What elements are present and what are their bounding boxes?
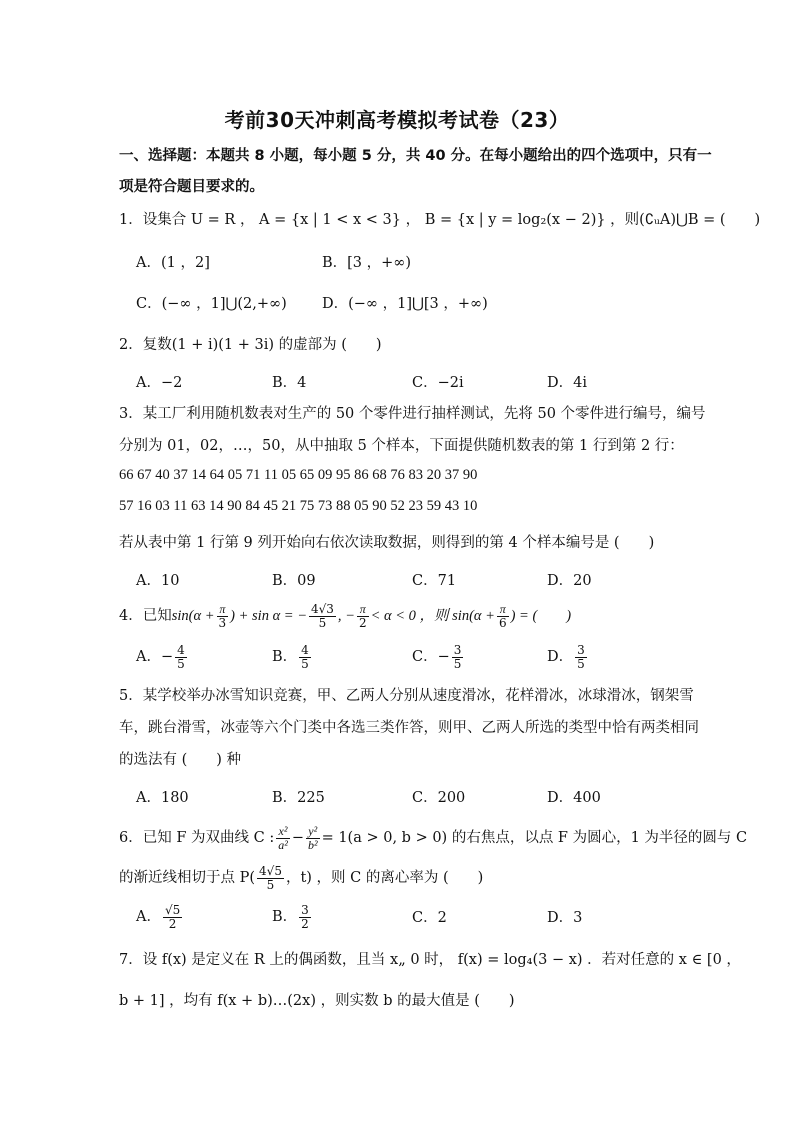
fraction-numerator: π	[497, 603, 509, 617]
question-5-option-a[interactable]: A．180	[136, 790, 189, 806]
fraction-denominator: a²	[278, 837, 288, 852]
question-6-line2	[119, 860, 483, 896]
fraction-denominator: 3	[218, 615, 227, 630]
question-6-option-b[interactable]	[272, 900, 313, 934]
fraction-denominator: b²	[307, 837, 318, 852]
option-label: C．−	[412, 649, 450, 665]
fraction-pi-over-2	[357, 603, 369, 630]
fraction-numerator: y²	[306, 825, 320, 839]
fraction-4sqrt3-over-5	[309, 603, 336, 630]
question-3-option-d[interactable]: D．20	[547, 573, 592, 589]
fraction-denominator: 6	[498, 615, 507, 630]
question-1-option-d[interactable]: D．(−∞ ，1]⋃[3 ，+∞)	[322, 296, 488, 312]
question-6-line1: 6．已知 F 为双曲线 C : $\frac{\text{x²}}{\text{a²}}$ − $\frac{\text{y²}}{\text{b²}}$ = 1(a > 0, b > 0) 的右焦点，以点 F 为圆心，1 为半径的圆与 C	[119, 823, 748, 852]
option-fraction	[163, 904, 182, 931]
question-1-option-a[interactable]: A．(1 ，2]	[136, 255, 210, 271]
fraction-x2-over-a2	[276, 825, 290, 852]
question-4-prefix: 4．已知	[119, 608, 172, 624]
question-7-line2: b + 1] ，均有 f(x + b)…(2x) ，则实数 b 的最大值是 ( )	[119, 993, 515, 1009]
question-3-line3: 若从表中第 1 行第 9 列开始向右依次读取数据，则得到的第 4 个样本编号是 ( )	[119, 535, 655, 551]
fraction-numerator: π	[217, 603, 229, 617]
question-2-text: 2．复数(1 + i)(1 + 3i) 的虚部为 ( )	[119, 337, 382, 353]
fraction-denominator: 5	[266, 877, 275, 892]
option-label: D．	[547, 649, 574, 665]
question-5-option-b[interactable]: B．225	[272, 790, 325, 806]
question-3-option-b[interactable]: B．09	[272, 573, 316, 589]
question-2-option-d[interactable]: D．4i	[547, 375, 587, 391]
fraction-numerator: 3	[577, 642, 585, 657]
fraction-numerator: 4	[301, 642, 309, 657]
question-6-option-d[interactable]: D．3	[547, 910, 583, 926]
question-5-option-d[interactable]: D．400	[547, 790, 601, 806]
question-6-suffix: = 1(a > 0, b > 0) 的右焦点，以点 F 为圆心，1 为半径的圆与 C	[321, 830, 748, 846]
fraction-4sqrt5-over-5	[257, 865, 284, 892]
fraction-y2-over-b2	[306, 825, 320, 852]
option-fraction	[299, 644, 311, 671]
question-6-line2-suffix: ，t) ，则 C 的离心率为 ( )	[285, 870, 484, 886]
option-fraction	[175, 644, 187, 671]
random-table-row-1: 66 67 40 37 14 64 05 71 11 05 65 09 95 86 68 76 83 20 37 90	[119, 467, 478, 483]
question-3-line2: 分别为 01，02，…，50，从中抽取 5 个样本，下面提供随机数表的第 1 行到第 2 行：	[119, 438, 684, 454]
fraction-numerator: √5	[164, 902, 181, 917]
fraction-denominator: 5	[177, 656, 185, 671]
question-5-option-c[interactable]: C．200	[412, 790, 466, 806]
question-4-option-d[interactable]	[547, 640, 589, 674]
fraction-denominator: 2	[358, 615, 367, 630]
fraction-denominator: 5	[453, 656, 462, 671]
fraction-numerator: 4√3	[311, 601, 334, 616]
question-4-expr-3: , −	[337, 608, 355, 624]
fraction-denominator: 2	[301, 916, 309, 931]
fraction-numerator: 3	[301, 902, 309, 917]
option-label: B．	[272, 909, 298, 925]
option-fraction	[299, 904, 311, 931]
question-6-line2-prefix: 的渐近线相切于点 P(	[119, 870, 256, 886]
question-6-prefix: 6．已知 F 为双曲线 C :	[119, 830, 275, 846]
fraction-numerator: 4√5	[259, 863, 282, 878]
question-5-line3: 的选法有 ( ) 种	[119, 752, 242, 768]
fraction-denominator: 5	[301, 656, 309, 671]
question-5-line1: 5．某学校举办冰雪知识竞赛，甲、乙两人分别从速度滑冰，花样滑冰，冰球滑冰，钢架雪	[119, 688, 694, 704]
question-4-text	[119, 598, 571, 634]
question-3-option-a[interactable]: A．10	[136, 573, 180, 589]
question-1-option-b[interactable]: B．[3 ，+∞)	[322, 255, 412, 271]
question-5-line2: 车，跳台滑雪，冰壶等六个门类中各选三类作答，则甲、乙两人所选的类型中恰有两类相同	[119, 720, 699, 736]
question-2-option-c[interactable]: C．−2i	[412, 375, 464, 391]
option-label: A．−	[136, 649, 174, 665]
question-2-option-a[interactable]: A．−2	[136, 375, 183, 391]
question-1-option-c[interactable]: C．(−∞ ，1]⋃(2,+∞)	[136, 296, 287, 312]
fraction-denominator: 5	[577, 656, 585, 671]
question-2-option-b[interactable]: B．4	[272, 375, 307, 391]
section-heading-line1: 一、选择题：本题共 8 小题，每小题 5 分，共 40 分。在每小题给出的四个选项中，只有一	[119, 148, 712, 164]
question-3-option-c[interactable]: C．71	[412, 573, 457, 589]
fraction-numerator: x²	[276, 825, 290, 839]
question-1-text: 1．设集合 U = R ， A = {x | 1 < x < 3} ， B = {x | y = log₂(x − 2)} ，则(∁ᵤA)⋃B = ( )	[119, 212, 761, 228]
question-4-option-a[interactable]	[136, 640, 189, 674]
question-4-expr-2: ) + sin α = −	[230, 608, 307, 624]
section-heading-line2: 项是符合题目要求的。	[119, 179, 264, 195]
fraction-numerator: 4	[177, 642, 185, 657]
question-4-expr-5: ) = ( )	[510, 608, 572, 624]
option-fraction	[575, 644, 587, 671]
question-4-expr-1: sin(α +	[171, 608, 215, 624]
fraction-pi-over-6	[497, 603, 509, 630]
random-table-row-2: 57 16 03 11 63 14 90 84 45 21 75 73 88 05 90 52 23 59 43 10	[119, 498, 478, 514]
fraction-denominator: 5	[318, 615, 327, 630]
question-7-line1: 7．设 f(x) 是定义在 R 上的偶函数，且当 x„ 0 时， f(x) = log₄(3 − x) ．若对任意的 x ∈ [0 ，	[119, 952, 741, 968]
question-3-line1: 3．某工厂利用随机数表对生产的 50 个零件进行抽样测试，先将 50 个零件进行编号，编号	[119, 406, 706, 422]
question-4-option-b[interactable]	[272, 640, 313, 674]
fraction-numerator: π	[357, 603, 369, 617]
option-label: A．	[136, 909, 161, 925]
question-6-option-a[interactable]	[136, 900, 184, 934]
option-label: B．	[272, 649, 298, 665]
option-fraction	[452, 644, 464, 671]
question-6-option-c[interactable]: C．2	[412, 910, 447, 926]
question-4-expr-4: < α < 0 ，则 sin(α +	[370, 608, 495, 624]
fraction-denominator: 2	[168, 916, 177, 931]
fraction-pi-over-3	[217, 603, 229, 630]
page-title: 考前30天冲刺高考模拟考试卷（23）	[224, 108, 570, 132]
question-4-option-c[interactable]	[412, 640, 465, 674]
fraction-numerator: 3	[453, 642, 462, 657]
